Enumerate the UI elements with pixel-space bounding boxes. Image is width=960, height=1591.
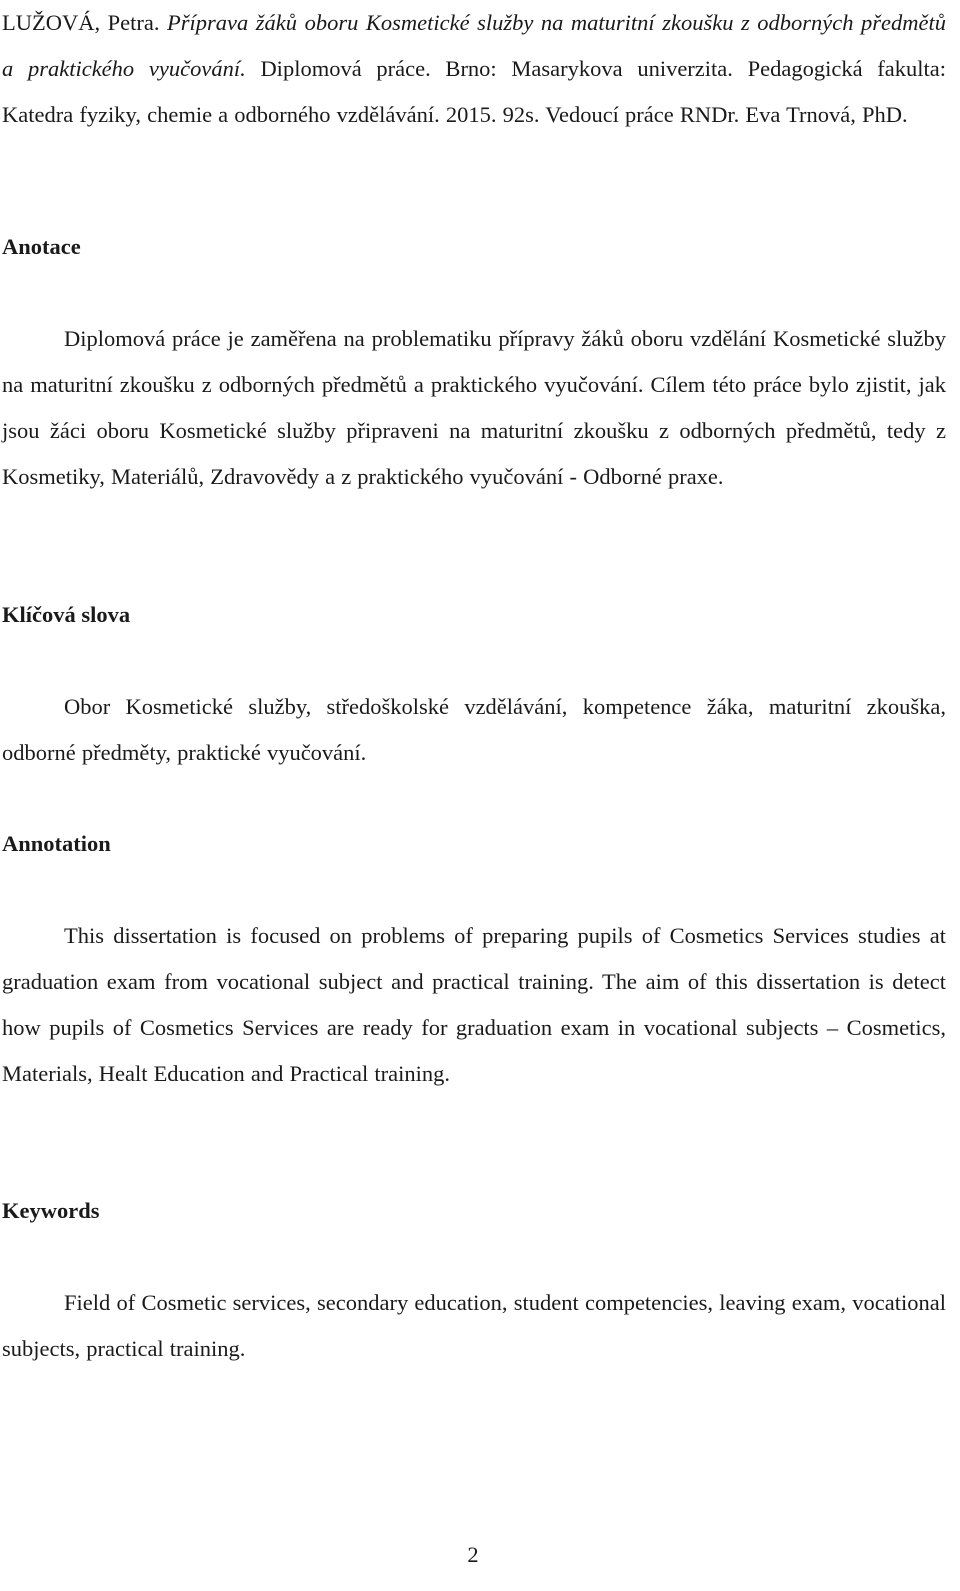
klicova-slova-heading: Klíčová slova: [2, 602, 131, 627]
citation-author: LUŽOVÁ, Petra.: [2, 10, 160, 35]
annotation-text: This dissertation is focused on problems of preparing pupils of Cosmetics Services studies at graduation exam from vocational subject and practical training. The aim of this dissertation is detect how pupils of Cosmetics Services are ready for graduation exam in vocational subjects – Cosmetics, Materials, Healt Education and Practical training.: [2, 923, 946, 1086]
citation-details: Diplomová práce. Brno: Masarykova univerzita. Pedagogická fakulta: Katedra fyziky, chemie a odborného vzdělávání. 2015. 92s. Vedoucí práce RNDr. Eva Trnová, PhD.: [2, 56, 947, 127]
keywords-text: Field of Cosmetic services, secondary education, student competencies, leaving exam, vocational subjects, practical training.: [2, 1290, 946, 1361]
anotace-text: Diplomová práce je zaměřena na problematiku přípravy žáků oboru vzdělání Kosmetické služby na maturitní zkoušku z odborných předmětů a praktického vyučování. Cílem této práce bylo zjistit, jak jsou žáci oboru Kosmetické služby připraveni na maturitní zkoušku z odborných předmětů, tedy z Kosmetiky, Materiálů, Zdravovědy a z praktického vyučování - Odborné praxe.: [2, 326, 946, 489]
citation-title: Příprava žáků oboru Kosmetické služby na maturitní zkoušku z odborných předmětů a praktického vyučování.: [2, 10, 946, 81]
page-number: 2: [467, 1542, 479, 1567]
keywords-heading: Keywords: [2, 1198, 100, 1223]
klicova-slova-text: Obor Kosmetické služby, středoškolské vzdělávání, kompetence žáka, maturitní zkouška, odborné předměty, praktické vyučování.: [2, 694, 946, 765]
citation-paragraph: [2, 0, 946, 138]
annotation-heading: Annotation: [2, 831, 111, 856]
anotace-heading: Anotace: [2, 234, 81, 259]
